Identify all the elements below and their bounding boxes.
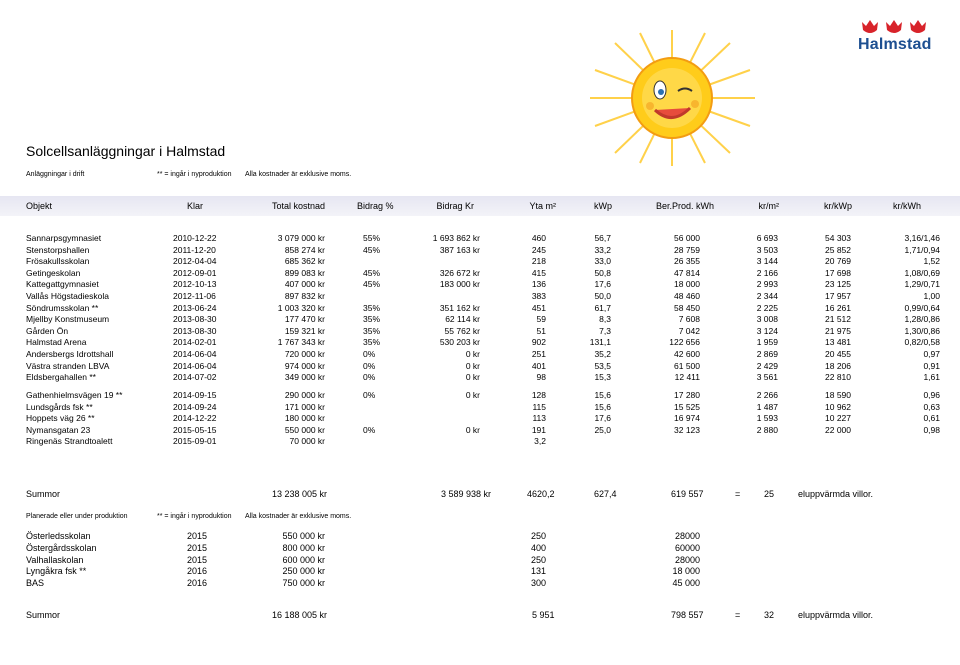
summary-villor-text: eluppvärmda villor. (798, 489, 874, 499)
table-cell: 8,3 (599, 314, 611, 325)
table-cell: 7 042 (678, 325, 700, 336)
table-cell: 50,0 (594, 291, 611, 301)
table-cell: 25,0 (594, 424, 611, 435)
table-cell: 177 470 kr (284, 314, 325, 325)
table-cell: 2 166 (756, 267, 778, 278)
table-cell: 899 083 kr (284, 267, 325, 278)
table-cell: 326 672 kr (439, 267, 480, 278)
table-row (0, 279, 960, 290)
summary2-yta: 5 951 (532, 610, 555, 620)
table-cell: 35% (363, 302, 381, 313)
column-header: kr/kWp (824, 201, 852, 211)
summary-yta: 4620,2 (527, 489, 555, 499)
table-row (0, 402, 960, 413)
table-row (0, 256, 960, 267)
table-cell: 2014-06-04 (173, 349, 217, 359)
table-header-bar (0, 196, 960, 216)
table-row (0, 314, 960, 325)
table-cell: 17,6 (594, 413, 611, 424)
table-cell: Vallås Högstadieskola (26, 291, 109, 301)
table-cell: 2 266 (756, 390, 778, 400)
table-cell: Österledsskolan (26, 531, 91, 541)
table-cell: 70 000 kr (289, 436, 325, 447)
table-row (0, 303, 960, 314)
table-cell: 0,98 (923, 424, 940, 435)
table-cell: 45% (363, 279, 381, 290)
table-cell: 2011-12-20 (173, 244, 216, 255)
table-cell: 47 814 (674, 267, 700, 278)
table-cell: 183 000 kr (439, 279, 480, 290)
table-cell: 300 (530, 578, 546, 589)
table-cell: 1,61 (923, 372, 940, 383)
table-cell: Valhallaskolan (26, 554, 84, 565)
table-cell: 28 759 (674, 244, 700, 255)
table-cell: 18 000 (674, 279, 700, 290)
table-cell: 250 (530, 531, 546, 541)
table-cell: 18 206 (825, 360, 851, 371)
table-cell: 33,0 (594, 256, 611, 267)
table-cell: 28000 (674, 554, 700, 565)
table-cell: 1,08/0,69 (904, 267, 940, 278)
table-cell: 53,5 (594, 360, 611, 371)
table-cell: 1,29/0,71 (904, 279, 940, 290)
table-cell: Eldsbergahallen ** (26, 372, 96, 383)
table-cell: Andersbergs Idrottshall (26, 349, 114, 359)
table-cell: 349 000 kr (284, 372, 325, 383)
table-cell: 2015 (187, 531, 208, 541)
table-cell: 61,7 (594, 302, 611, 313)
table-cell: 17 280 (674, 390, 700, 400)
table-cell: 2 429 (756, 360, 778, 371)
table-cell: 48 460 (674, 291, 700, 301)
table-cell: 128 (531, 390, 546, 400)
table-cell: 0,96 (923, 390, 940, 400)
table-cell: 2014-06-04 (173, 360, 217, 371)
summary2-villor: 32 (764, 610, 775, 620)
table-cell: 10 227 (825, 413, 851, 424)
summary2-kwh: 798 557 (671, 610, 704, 620)
summary2-villor-text: eluppvärmda villor. (798, 610, 874, 620)
table-row (0, 268, 960, 279)
table-cell: 58 450 (674, 302, 700, 313)
summary-total: 13 238 005 kr (272, 489, 328, 499)
table-cell: 56,7 (594, 233, 611, 243)
table-cell: 2010-12-22 (173, 233, 217, 243)
table-cell: 218 (531, 256, 546, 267)
halmstad-logo-text: Halmstad (858, 36, 932, 53)
summary-eq: = (735, 489, 741, 499)
column-header: Klar (187, 201, 204, 211)
table-cell: 2015-05-15 (173, 424, 217, 435)
table-cell: 0% (363, 372, 376, 383)
table-cell: 56 000 (674, 233, 700, 243)
table-cell: 131,1 (589, 337, 611, 348)
table-cell: 45 000 (672, 578, 700, 589)
table-cell: Sannarpsgymnasiet (26, 233, 102, 243)
table-cell: 0 kr (465, 360, 480, 371)
table-cell: 800 000 kr (282, 542, 325, 553)
table-cell: 400 (530, 542, 546, 553)
table-cell: 2 993 (756, 279, 778, 290)
table-cell: 451 (531, 302, 546, 313)
table-cell: 2016 (187, 578, 208, 589)
table-cell: Stenstorpshallen (26, 244, 90, 255)
table-cell: 55% (363, 233, 381, 243)
table-cell: Kattegattgymnasiet (26, 279, 99, 290)
table-cell: 250 (530, 554, 546, 565)
table-cell: 60000 (674, 542, 700, 553)
column-header: Bidrag % (357, 201, 394, 211)
note-new-production: ** = ingår i nyproduktion (157, 171, 232, 178)
table-cell: 17 698 (825, 267, 851, 278)
table-cell: 18 590 (825, 390, 851, 400)
table-cell: 460 (531, 233, 546, 243)
table-cell: 35% (363, 337, 381, 348)
table-cell: 113 (532, 413, 546, 424)
table-cell: 0,82/0,58 (904, 337, 940, 348)
table-cell: 21 975 (825, 325, 851, 336)
table-cell: 15,6 (594, 401, 611, 412)
table-cell: 3 561 (756, 372, 778, 383)
table-cell: 1 487 (756, 401, 778, 412)
table-row (0, 372, 960, 383)
table-cell: 21 512 (825, 314, 851, 325)
table-cell: 3 503 (756, 244, 778, 255)
column-header: Objekt (26, 201, 53, 211)
column-header: Bidrag Kr (436, 201, 474, 211)
table-cell: 2013-06-24 (173, 302, 217, 313)
table-cell: 2 869 (756, 349, 778, 359)
table-cell: 191 (531, 424, 546, 435)
column-header: Total kostnad (271, 201, 325, 211)
table-cell: 1,71/0,94 (904, 244, 940, 255)
table-cell: 290 000 kr (284, 390, 325, 400)
table-cell: 45% (363, 244, 381, 255)
table-cell: 407 000 kr (284, 279, 325, 290)
table-row (0, 566, 960, 577)
table-cell: 0% (363, 349, 376, 359)
table-cell: 1,00 (923, 291, 940, 301)
table-cell: 3 124 (756, 325, 778, 336)
table-cell: 1,28/0,86 (904, 314, 940, 325)
table-cell: 550 000 kr (284, 424, 325, 435)
summary-bidrag: 3 589 938 kr (441, 489, 492, 499)
table-cell: 16 974 (674, 413, 700, 424)
table-cell: 3,2 (534, 436, 546, 447)
table-cell: Västra stranden LBVA (26, 360, 110, 371)
table-cell: 131 (530, 566, 546, 577)
table-cell: 2013-08-30 (173, 314, 217, 325)
table-cell: 3,16/1,46 (904, 233, 940, 243)
table-cell: 171 000 kr (284, 401, 325, 412)
column-header: Yta m² (529, 201, 556, 211)
table-cell: 245 (531, 244, 546, 255)
table-cell: 858 274 kr (284, 244, 325, 255)
table-cell: 2014-07-02 (173, 372, 217, 383)
table-cell: 180 000 kr (284, 413, 325, 424)
column-header: kWp (594, 201, 612, 211)
table-row (0, 233, 960, 244)
table-cell: 250 000 kr (282, 566, 325, 577)
sun-illustration (580, 28, 765, 168)
table-cell: 42 600 (674, 349, 700, 359)
table-cell: Östergårdsskolan (26, 542, 97, 553)
note-excl-vat-2: Alla kostnader är exklusive moms. (245, 513, 352, 520)
table-cell: 1,30/0,86 (904, 325, 940, 336)
table-cell: 12 411 (674, 372, 700, 383)
table-cell: 0 kr (465, 390, 480, 400)
table-row (0, 578, 960, 589)
table-cell: 1 693 862 kr (432, 233, 480, 243)
note-in-operation: Anläggningar i drift (26, 171, 85, 178)
table-cell: 7 608 (678, 314, 700, 325)
table-cell: Hoppets väg 26 ** (26, 413, 95, 424)
table-cell: 3 079 000 kr (277, 233, 325, 243)
table-cell: 20 455 (825, 349, 851, 359)
table-cell: 15,3 (594, 372, 611, 383)
table-row (0, 543, 960, 554)
table-cell: 2015 (187, 542, 208, 553)
table-cell: 55 762 kr (444, 325, 480, 336)
table-row (0, 390, 960, 401)
table-cell: 2 880 (756, 424, 778, 435)
note-excl-vat: Alla kostnader är exklusive moms. (245, 171, 352, 178)
column-header: Ber.Prod. kWh (655, 201, 714, 211)
table-cell: Getingeskolan (26, 267, 81, 278)
table-cell: 351 162 kr (439, 302, 480, 313)
table-cell: 902 (531, 337, 546, 348)
table-row (0, 291, 960, 302)
table-cell: 2012-11-06 (173, 291, 216, 301)
table-cell: 26 355 (674, 256, 700, 267)
table-row (0, 349, 960, 360)
table-cell: 15,6 (594, 390, 611, 400)
table-row (0, 436, 960, 447)
table-cell: Gården Ön (26, 325, 69, 336)
table-cell: 415 (531, 267, 546, 278)
table-cell: 685 362 kr (284, 256, 325, 267)
table-cell: 530 203 kr (439, 337, 480, 348)
table-cell: 720 000 kr (284, 349, 325, 359)
table-cell: 1 003 320 kr (277, 302, 325, 313)
table-cell: 45% (363, 267, 381, 278)
table-cell: 2015-09-01 (173, 436, 217, 447)
table-cell: 750 000 kr (282, 578, 325, 589)
table-cell: 0 kr (465, 372, 480, 383)
table-row (0, 425, 960, 436)
table-cell: 59 (536, 314, 546, 325)
column-header: kr/kWh (893, 201, 921, 211)
table-cell: 6 693 (756, 233, 778, 243)
summary2-label: Summor (26, 610, 61, 620)
table-cell: 115 (532, 401, 546, 412)
summary-villor: 25 (764, 489, 775, 499)
summary-kwp: 627,4 (594, 489, 617, 499)
table-cell: 98 (536, 372, 546, 383)
table-cell: 3 008 (756, 314, 778, 325)
table-row (0, 413, 960, 424)
table-cell: 159 321 kr (284, 325, 325, 336)
table-cell: 2014-02-01 (173, 337, 217, 348)
table-cell: 15 525 (674, 401, 700, 412)
table-cell: 32 123 (674, 424, 700, 435)
halmstad-crowns-logo (858, 18, 934, 38)
table-row (0, 245, 960, 256)
table-cell: 0% (363, 424, 376, 435)
table-cell: 2012-10-13 (173, 279, 217, 290)
table-cell: 2012-04-04 (173, 256, 217, 267)
table-cell: 16 261 (825, 302, 851, 313)
table-cell: Mjellby Konstmuseum (26, 314, 110, 325)
table-cell: 2014-09-24 (173, 401, 217, 412)
table-cell: 17,6 (594, 279, 611, 290)
table-cell: 54 303 (825, 233, 851, 243)
table-cell: Halmstad Arena (26, 337, 87, 348)
table-cell: 0% (363, 390, 376, 400)
table-cell: 251 (531, 349, 546, 359)
table-cell: 0,97 (923, 349, 940, 359)
table-cell: 25 852 (825, 244, 851, 255)
table-cell: 383 (531, 291, 546, 301)
table-cell: 17 957 (825, 291, 851, 301)
table-row (0, 555, 960, 566)
table-cell: Ringenäs Strandtoalett (26, 436, 113, 447)
summary-kwh: 619 557 (671, 489, 704, 499)
table-cell: 2 344 (756, 291, 778, 301)
table-cell: 0 kr (465, 424, 480, 435)
note-new-production-2: ** = ingår i nyproduktion (157, 513, 232, 520)
table-cell: 550 000 kr (282, 531, 325, 541)
table-cell: 1 593 (756, 413, 778, 424)
table-cell: 1 767 343 kr (277, 337, 325, 348)
table-cell: 2015 (187, 554, 208, 565)
table-cell: Söndrumsskolan ** (26, 302, 99, 313)
table-cell: 122 656 (669, 337, 700, 348)
table-cell: 387 163 kr (439, 244, 480, 255)
table-cell: 974 000 kr (284, 360, 325, 371)
table-cell: 2014-12-22 (173, 413, 217, 424)
table-cell: 35% (363, 314, 381, 325)
table-cell: 2012-09-01 (173, 267, 217, 278)
table-cell: 33,2 (594, 244, 611, 255)
table-cell: 2013-08-30 (173, 325, 217, 336)
table-cell: 20 769 (825, 256, 851, 267)
table-cell: Lundsgårds fsk ** (26, 401, 93, 412)
table-cell: 2016 (187, 566, 208, 577)
table-cell: 2 225 (756, 302, 778, 313)
page-title: Solcellsanläggningar i Halmstad (26, 143, 226, 159)
table-row (0, 531, 960, 542)
table-cell: 35,2 (594, 349, 611, 359)
table-row (0, 361, 960, 372)
table-cell: 50,8 (594, 267, 611, 278)
note-planned: Planerade eller under produktion (26, 513, 128, 520)
table-row (0, 326, 960, 337)
table-cell: 10 962 (825, 401, 851, 412)
summary2-eq: = (735, 610, 741, 620)
table-cell: 7,3 (599, 325, 611, 336)
table-cell: 0% (363, 360, 376, 371)
table-cell: 23 125 (825, 279, 851, 290)
table-cell: Frösakullsskolan (26, 256, 90, 267)
table-cell: 51 (536, 325, 546, 336)
table-cell: 0,61 (923, 413, 940, 424)
table-cell: Lyngåkra fsk ** (26, 566, 87, 577)
table-cell: 62 114 kr (445, 314, 480, 325)
summary-label: Summor (26, 489, 61, 499)
table-cell: 28000 (674, 531, 700, 541)
table-cell: 13 481 (825, 337, 851, 348)
table-cell: BAS (26, 578, 45, 589)
table-cell: 1,52 (923, 256, 940, 267)
table-cell: 0,63 (923, 401, 940, 412)
table-cell: 401 (531, 360, 546, 371)
table-cell: 0,99/0,64 (904, 302, 940, 313)
table-cell: 897 832 kr (284, 291, 325, 301)
table-cell: 0,91 (923, 360, 940, 371)
table-cell: 18 000 (672, 566, 700, 577)
table-cell: 600 000 kr (282, 554, 325, 565)
table-cell: 22 000 (825, 424, 851, 435)
table-cell: 0 kr (465, 349, 480, 359)
table-cell: 22 810 (825, 372, 851, 383)
table-cell: 1 959 (756, 337, 778, 348)
table-cell: 2014-09-15 (173, 390, 217, 400)
table-cell: Gathenhielmsvägen 19 ** (26, 390, 123, 400)
summary2-total: 16 188 005 kr (272, 610, 328, 620)
table-row (0, 337, 960, 348)
table-cell: 136 (531, 279, 546, 290)
table-cell: Nymansgatan 23 (26, 424, 91, 435)
table-cell: 3 144 (756, 256, 778, 267)
table-cell: 35% (363, 325, 381, 336)
column-header: kr/m² (758, 201, 779, 211)
table-cell: 61 500 (674, 360, 700, 371)
